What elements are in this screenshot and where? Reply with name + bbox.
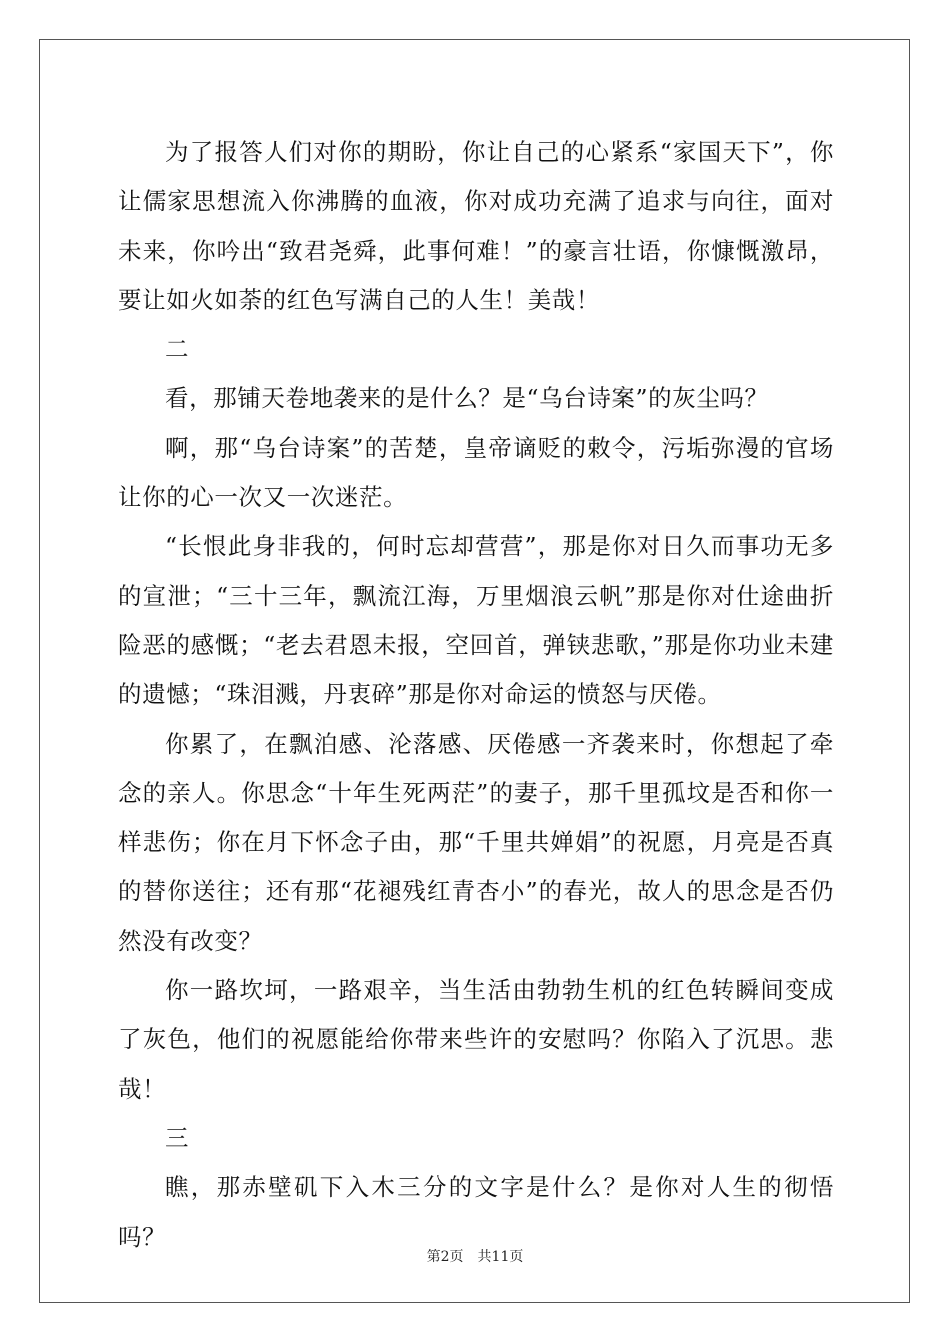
paragraph: 啊，那“乌台诗案”的苦楚，皇帝谪贬的敕令，污垢弥漫的官场让你的心一次又一次迷茫。 (118, 433, 834, 512)
paragraph: 你一路坎坷，一路艰辛，当生活由勃勃生机的红色转瞬间变成了灰色，他们的祝愿能给你带来些许的安慰吗？你陷入了沉思。悲哉！ (118, 976, 834, 1103)
paragraph: 看，那铺天卷地袭来的是什么？是“乌台诗案”的灰尘吗？ (165, 384, 769, 413)
paragraph: 瞧，那赤壁矶下入木三分的文字是什么？是你对人生的彻悟吗？ (118, 1173, 834, 1251)
document-body (118, 128, 834, 1262)
page-number: 第2页 (426, 1249, 464, 1265)
section-heading: 二 (165, 335, 190, 364)
section-heading: 三 (165, 1123, 190, 1152)
page-total: 共11页 (477, 1249, 524, 1265)
paragraph: 你累了，在飘泊感、沦落感、厌倦感一齐袭来时，你想起了牵念的亲人。你思念“十年生死两茫”的妻子，那千里孤坟是否和你一样悲伤；你在月下怀念子由，那“千里共婵娟”的祝愿，月亮是否真的替你送往；还有那“花褪残红青杏小”的春光，故人的思念是否仍然没有改变？ (118, 729, 834, 955)
paragraph: “长恨此身非我的，何时忘却营营”，那是你对日久而事功无多的宣泄；“三十三年，飘流江海，万里烟浪云帆”那是你对仕途曲折险恶的感慨；“老去君恩未报，空回首，弹铗悲歌，”那是你功业未建的遗憾；“珠泪溅，丹衷碎”那是你对命运的愤怒与厌倦。 (118, 532, 834, 709)
paragraph: 为了报答人们对你的期盼，你让自己的心紧系“家国天下”，你让儒家思想流入你沸腾的血液，你对成功充满了追求与向往，面对未来，你吟出“致君尧舜，此事何难！”的豪言壮语，你慷慨激昂，要让如火如荼的红色写满自己的人生！美哉！ (118, 138, 834, 314)
page-footer (0, 1246, 950, 1266)
